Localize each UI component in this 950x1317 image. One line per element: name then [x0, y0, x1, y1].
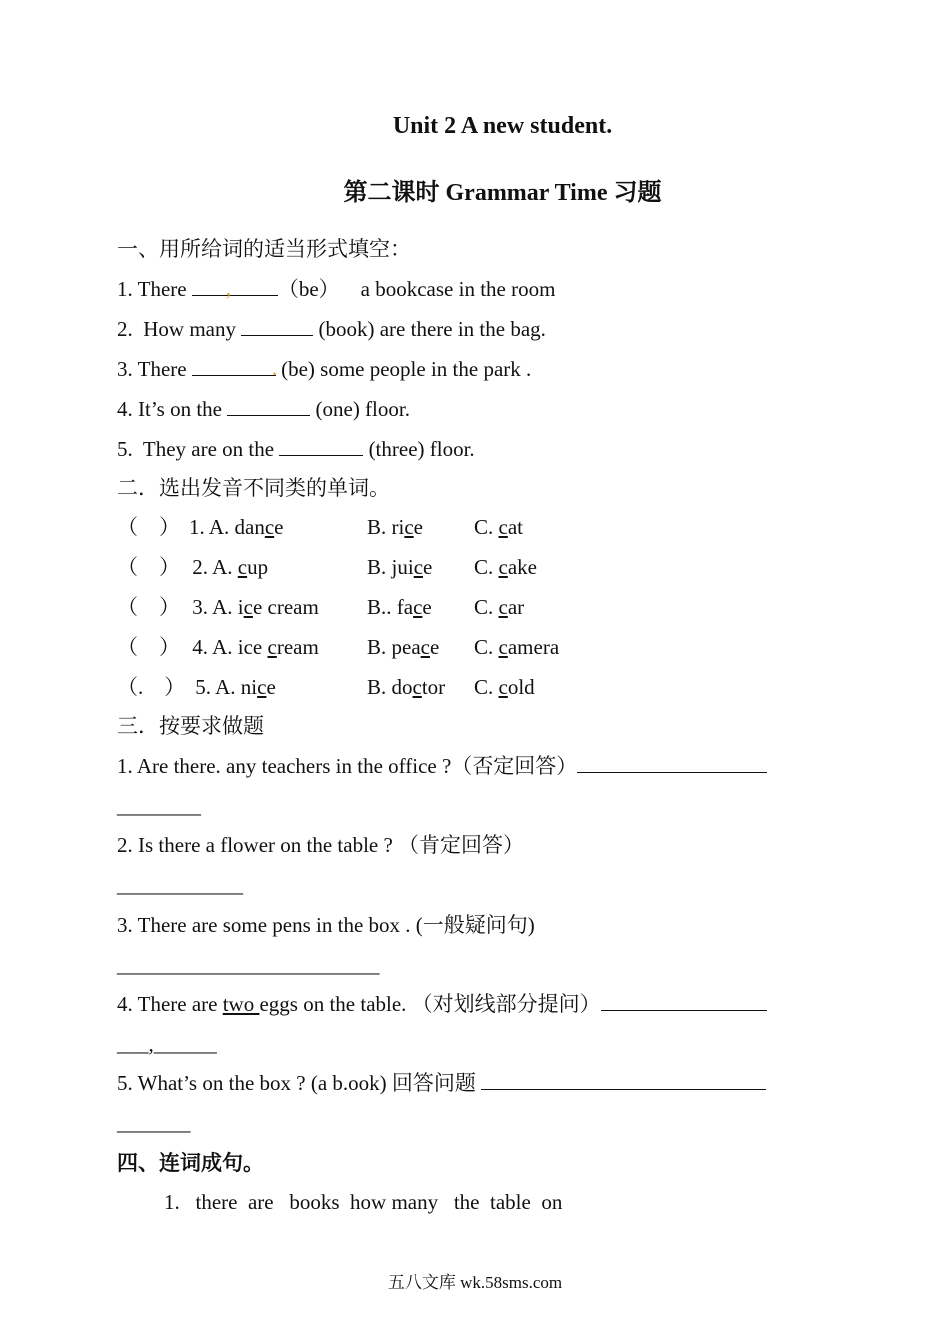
part1-heading: 一、用所给词的适当形式填空： [117, 237, 411, 261]
part3-item-4-answer[interactable]: ___,______ [117, 1032, 217, 1056]
part2-row-1: （ ） 1. A. dance B. rice C. cat [117, 515, 523, 539]
part2-row-5: （. ） 5. A. nice B. doctor C. cold [117, 675, 535, 699]
part2-row-3: （ ） 3. A. ice cream B.. face C. car [117, 595, 525, 619]
part1-item-5: 5. They are on the (three) floor. [117, 437, 475, 461]
answer-paren[interactable]: （ ） [117, 515, 180, 539]
part4-heading: 四、连词成句。 [117, 1151, 264, 1175]
part3-item-1-answer[interactable]: ________ [117, 794, 201, 818]
answer-blank[interactable] [241, 317, 313, 336]
part2-heading: 二．选出发音不同类的单词。 [117, 476, 390, 500]
answer-blank[interactable]: , [192, 277, 278, 296]
answer-blank[interactable] [227, 397, 310, 416]
answer-blank[interactable] [279, 437, 363, 456]
part2-row-4: （ ） 4. A. ice cream B. peace C. camera [117, 635, 560, 659]
answer-paren[interactable]: （ ） [117, 635, 180, 659]
part1-item-3: 3. There . (be) some people in the park . [117, 356, 532, 381]
underlined-word: two [222, 992, 260, 1016]
part1-item-2: 2. How many (book) are there in the bag. [117, 317, 546, 341]
part3-item-1: 1. Are there. any teachers in the office ?（否定回答） [117, 753, 767, 779]
part4-item-1: 1. there are books how many the table on [164, 1190, 563, 1214]
part2-row-2: （ ） 2. A. cup B. juice C. cake [117, 555, 537, 579]
part3-item-4: 4. There are two eggs on the table. （对划线部分提问） [117, 991, 767, 1017]
answer-paren[interactable]: （. ） [117, 675, 186, 699]
part1-item-4: 4. It’s on the (one) floor. [117, 397, 410, 421]
answer-blank[interactable] [481, 1071, 766, 1090]
page-footer: 五八文库 wk.58sms.com [387, 1273, 563, 1292]
page-subtitle: 第二课时 Grammar Time 习题 [343, 180, 662, 206]
part3-item-3: 3. There are some pens in the box . (一般疑问句) [117, 913, 535, 937]
part3-item-2: 2. Is there a flower on the table ? （肯定回答） [117, 833, 525, 857]
part3-item-2-answer[interactable]: ____________ [117, 873, 243, 897]
part3-item-5: 5. What’s on the box ? (a b.ook) 回答问题 [117, 1070, 766, 1096]
answer-blank[interactable] [601, 992, 767, 1011]
part3-item-3-answer[interactable]: _________________________ [117, 953, 380, 977]
part3-heading: 三．按要求做题 [117, 714, 264, 738]
page-title: Unit 2 A new student. [392, 113, 613, 139]
answer-blank[interactable]: . [192, 357, 276, 376]
answer-blank[interactable] [577, 754, 767, 773]
answer-paren[interactable]: （ ） [117, 595, 180, 619]
part3-item-5-answer[interactable]: _______ [117, 1111, 191, 1135]
part1-item-1: 1. There , （be） a bookcase in the room [117, 276, 556, 301]
answer-paren[interactable]: （ ） [117, 555, 180, 579]
